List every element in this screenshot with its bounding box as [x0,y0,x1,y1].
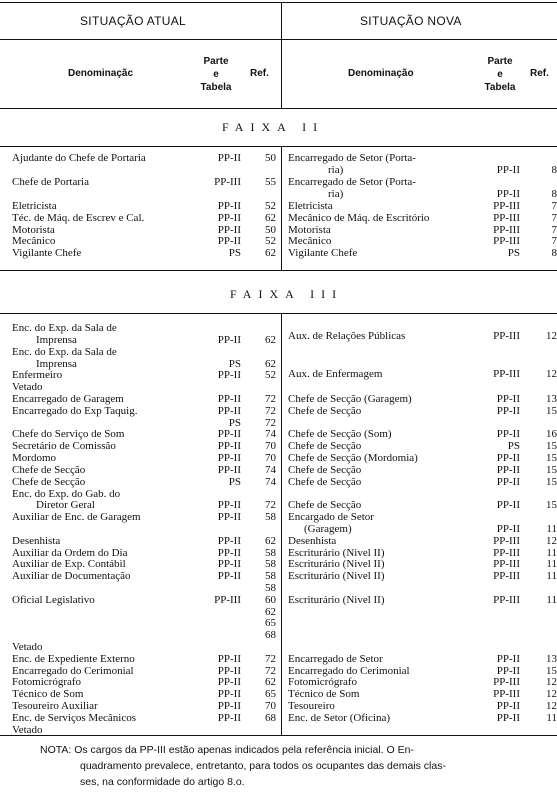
left-ref: 52 [265,200,276,212]
left-parte-tabela: PP-III [214,594,241,606]
left-parte-tabela: PP-II [217,440,241,452]
left-denominacao: Vigilante Chefe [12,247,82,259]
left-parte-tabela: PP-II [217,511,241,523]
left-denominacao: Mordomo [12,452,56,464]
left-denominacao: Chefe de Portaria [12,176,89,188]
right-denominacao: Encarregado de Setor (Porta- [288,176,416,188]
right-ref: 12 [546,688,557,700]
right-parte-tabela: PP-III [493,200,520,212]
right-ref: 12 [546,676,557,688]
right-denominacao: Chefe de Secção [288,440,362,452]
faixa-ii-bottom-rule [0,270,557,271]
left-denominacao-header: Denominaçãc [68,68,134,79]
left-denominacao: Auxiliar de Documentação [12,570,131,582]
left-ref: 52 [265,369,276,381]
right-denominacao: Encarregado de Setor (Porta- [288,152,416,164]
left-parte-tabela: PP-II [217,535,241,547]
right-ref: 8 [551,188,557,200]
left-ref: 50 [265,152,276,164]
right-ref: 12 [546,535,557,547]
right-parte-tabela: PP-III [493,570,520,582]
left-denominacao: Auxiliar de Exp. Contábil [12,558,126,570]
left-parte-tabela: PP-II [217,224,241,236]
left-denominacao: Auxiliar de Enc. de Garagem [12,511,141,523]
left-parte-tabela: PP-II [217,676,241,688]
left-ref: 70 [265,700,276,712]
left-parte-tabela: PP-III [214,176,241,188]
right-denominacao: Chefe de Secção (Garagem) [288,393,412,405]
left-ref: 65 [265,688,276,700]
left-ref: 55 [265,176,276,188]
left-parte-tabela: PP-II [217,558,241,570]
top-rule [0,2,557,3]
left-denominacao: Imprensa [36,358,77,370]
left-parte-tabela: PP-II [217,452,241,464]
left-ref: 68 [265,629,276,641]
right-ref: 11 [546,570,557,582]
column-header-rule [0,108,557,109]
table-bottom-rule [0,735,557,736]
right-parte-tabela: PP-III [493,330,520,342]
right-parte-tabela: PP-III [493,558,520,570]
left-ref: 50 [265,224,276,236]
right-denominacao: Escriturário (Nivel II) [288,547,385,559]
right-parte-tabela: PP-II [496,712,520,724]
left-denominacao: Tesoureiro Auxiliar [12,700,98,712]
left-ref: 72 [265,499,276,511]
right-parte-tabela: PP-II [496,476,520,488]
right-ref: 8 [551,247,557,259]
left-parte-tabela: PP-II [217,212,241,224]
left-parte-tabela: PS [228,358,241,370]
right-ref: 15 [546,665,557,677]
left-denominacao: Enc. do Exp. da Sala de [12,346,117,358]
left-denominacao: Técnico de Som [12,688,84,700]
right-ref: 12 [546,700,557,712]
right-parte-tabela: PP-III [493,368,520,380]
right-ref: 13 [546,393,557,405]
right-ref: 12 [546,330,557,342]
right-denominacao: Escriturário (Nivel II) [288,594,385,606]
right-denominacao: Escriturário (Nivel II) [288,558,385,570]
left-denominacao: Vetado [12,381,43,393]
left-parte-tabela: PS [228,476,241,488]
left-parte-tabela: PP-II [217,499,241,511]
left-ref: 74 [265,476,276,488]
left-parte-tabela: PP-II [217,393,241,405]
right-denominacao: Técnico de Som [288,688,360,700]
left-denominacao: Vetado [12,641,43,653]
right-parte-tabela: PP-III [493,224,520,236]
right-denominacao: Aux. de Relações Públicas [288,330,406,342]
footnote-line: NOTA: Os cargos da PP-III estão apenas indicados pela referência inicial. O En- [40,744,414,756]
faixa-ii-rule [0,146,557,147]
left-parte-tabela: PP-II [217,428,241,440]
right-denominacao: Mecânico de Máq. de Escritório [288,212,430,224]
right-ref: 11 [546,547,557,559]
left-ref: 72 [265,665,276,677]
left-parte-tabela: PP-II [217,570,241,582]
left-denominacao: Enc. do Exp. da Sala de [12,322,117,334]
right-parte-tabela: PP-III [493,547,520,559]
faixa-iii-rule [0,313,557,314]
right-ref: 11 [546,523,557,535]
right-ref: 11 [546,712,557,724]
left-ref: 62 [265,606,276,618]
left-ref: 62 [265,212,276,224]
right-section-title: SITUAÇÃO NOVA [360,14,462,28]
right-denominacao: Encarregado de Setor [288,653,383,665]
right-denominacao: Encargado de Setor [288,511,374,523]
left-parte-tabela: PP-II [217,235,241,247]
right-ref: 15 [546,452,557,464]
left-denominacao: Enc. de Serviços Mecânicos [12,712,137,724]
right-denominacao: Motorista [288,224,331,236]
left-denominacao: Secretário de Comissão [12,440,116,452]
left-parte-tabela: PS [228,247,241,259]
right-ref: 15 [546,476,557,488]
right-parte-tabela: PP-II [496,164,520,176]
right-denominacao: Escriturário (Nivel II) [288,570,385,582]
right-denominacao: ria) [328,164,344,176]
left-denominacao: Vetado [12,724,43,736]
right-ref: 7 [551,200,557,212]
right-ref: 12 [546,368,557,380]
right-ref: 8 [551,164,557,176]
right-ref: 15 [546,499,557,511]
center-divider-faixa-iii [281,313,282,735]
right-parte-tabela: PP-II [496,499,520,511]
left-ref: 60 [265,594,276,606]
left-section-title: SITUAÇÃO ATUAL [80,14,187,28]
right-ref: 16 [546,428,557,440]
footnote-line: ses, na conformidade do artigo 8.o. [80,776,245,788]
right-parte-tabela: PP-III [493,688,520,700]
left-ref: 70 [265,440,276,452]
left-denominacao: Oficial Legislativo [12,594,95,606]
left-ref: 74 [265,428,276,440]
right-parte-tabela: PP-III [493,212,520,224]
left-parte-tabela: PP-II [217,334,241,346]
left-parte-tabela: PP-II [217,665,241,677]
left-denominacao: Eletricista [12,200,57,212]
right-ref: 15 [546,464,557,476]
right-ref: 11 [546,594,557,606]
footnote-line: quadramento prevalece, entretanto, para todos os ocupantes das demais clas- [80,760,446,772]
left-denominacao: Motorista [12,224,55,236]
right-ref: 7 [551,235,557,247]
right-parte-tabela: PP-II [496,188,520,200]
right-ref: 11 [546,558,557,570]
faixa-ii-heading: FAIXA II [222,120,325,134]
right-denominacao: Enc. de Setor (Oficina) [288,712,391,724]
right-denominacao: Encarregado do Cerimonial [288,665,410,677]
left-ref-header: Ref. [250,68,269,79]
left-ref: 70 [265,452,276,464]
right-parte-tabela: PP-III [493,676,520,688]
right-denominacao: Fotomicrógrafo [288,676,358,688]
right-denominacao: Chefe de Secção [288,464,362,476]
left-denominacao: Enc. de Expediente Externo [12,653,135,665]
right-parte-tabela: PP-II [496,653,520,665]
right-denominacao: Eletricista [288,200,333,212]
left-parte-tabela: PP-II [217,369,241,381]
right-ref: 15 [546,440,557,452]
left-ref: 62 [265,358,276,370]
right-parte-tabela: PP-II [496,405,520,417]
center-divider-header [281,2,282,108]
left-ref: 62 [265,676,276,688]
left-parte-tabela: PP-II [217,152,241,164]
right-parte-tabela: PP-II [496,393,520,405]
left-denominacao: Desenhista [12,535,61,547]
left-denominacao: Encarregado de Garagem [12,393,124,405]
left-parte-tabela: PP-II [217,200,241,212]
right-denominacao: Chefe de Secção (Mordomia) [288,452,418,464]
right-denominacao: ria) [328,188,344,200]
right-parte-tabela: PP-II [496,452,520,464]
left-denominacao: Imprensa [36,334,77,346]
right-parte-tabela: PP-II [496,523,520,535]
right-parte-tabela: PP-III [493,594,520,606]
left-denominacao: Fotomicrógrafo [12,676,82,688]
right-denominacao-header: Denominação [348,68,414,79]
left-ref: 72 [265,393,276,405]
left-ref: 62 [265,247,276,259]
left-ref: 58 [265,582,276,594]
left-denominacao: Chefe de Secção [12,464,86,476]
right-parte-tabela: PP-II [496,428,520,440]
right-parte-tabela: PP-II [496,665,520,677]
left-ref: 68 [265,712,276,724]
right-denominacao: Desenhista [288,535,337,547]
left-parte-tabela: PP-II [217,700,241,712]
left-ref: 58 [265,547,276,559]
right-parte-tabela: PS [507,440,520,452]
left-parte-tabela: PP-II [217,464,241,476]
left-parte-tabela: PP-II [217,688,241,700]
left-ref: 72 [265,417,276,429]
right-denominacao: Chefe de Secção (Som) [288,428,392,440]
left-ref: 58 [265,570,276,582]
right-denominacao: Mecânico [288,235,332,247]
left-denominacao: Chefe do Serviço de Som [12,428,125,440]
right-parte-tabela: PP-II [496,464,520,476]
right-denominacao: (Garagem) [304,523,352,535]
left-ref: 72 [265,405,276,417]
left-parte-tabela: PS [228,417,241,429]
right-parte-tabela-header: Parte e Tabela [484,56,516,93]
right-parte-tabela: PP-III [493,235,520,247]
left-parte-tabela: PP-II [217,712,241,724]
right-ref-header: Ref. [530,68,549,79]
left-denominacao: Téc. de Máq. de Escrev e Cal. [12,212,145,224]
left-ref: 65 [265,617,276,629]
footnote [40,742,552,790]
faixa-iii-heading: FAIXA III [230,287,344,301]
left-denominacao: Chefe de Secção [12,476,86,488]
left-denominacao: Enc. do Exp. do Gab. do [12,488,121,500]
right-ref: 15 [546,405,557,417]
right-ref: 7 [551,224,557,236]
right-denominacao: Chefe de Secção [288,476,362,488]
right-parte-tabela: PP-III [493,535,520,547]
left-ref: 62 [265,334,276,346]
right-denominacao: Tesoureiro [288,700,335,712]
right-parte-tabela: PP-II [496,700,520,712]
left-ref: 74 [265,464,276,476]
center-divider-faixa-ii [281,146,282,270]
left-ref: 52 [265,235,276,247]
left-ref: 58 [265,511,276,523]
right-denominacao: Chefe de Secção [288,405,362,417]
right-denominacao: Aux. de Enfermagem [288,368,383,380]
left-denominacao: Encarregado do Cerimonial [12,665,134,677]
left-ref: 62 [265,535,276,547]
left-denominacao: Diretor Geral [36,499,95,511]
left-denominacao: Ajudante do Chefe de Portaria [12,152,146,164]
left-denominacao: Mecânico [12,235,56,247]
left-denominacao: Enfermeiro [12,369,63,381]
left-parte-tabela: PP-II [217,653,241,665]
right-denominacao: Vigilante Chefe [288,247,358,259]
left-parte-tabela: PP-II [217,405,241,417]
right-parte-tabela: PS [507,247,520,259]
left-parte-tabela: PP-II [217,547,241,559]
right-ref: 13 [546,653,557,665]
right-ref: 7 [551,212,557,224]
title-rule [0,39,557,40]
left-denominacao: Auxiliar da Ordem do Dia [12,547,128,559]
left-denominacao: Encarregado do Exp Taquig. [12,405,138,417]
left-ref: 58 [265,558,276,570]
left-ref: 72 [265,653,276,665]
left-parte-tabela-header: Parte e Tabela [200,56,232,93]
right-denominacao: Chefe de Secção [288,499,362,511]
